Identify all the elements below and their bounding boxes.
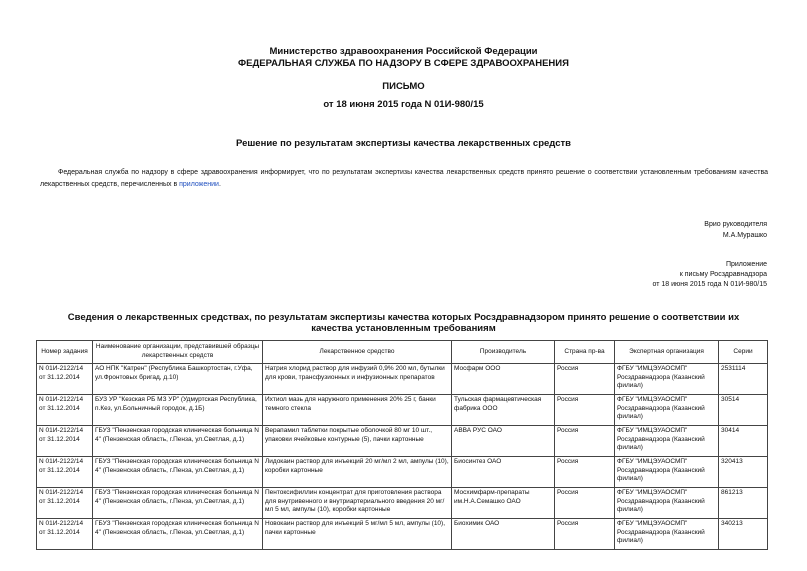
table-row [37,395,768,426]
table-cell: ФГБУ "ИМЦЭУАОСМП" Росздравнадзора (Казанский филиал) [615,426,719,457]
table-row [37,426,768,457]
table-cell: ГБУЗ "Пензенская городская клиническая больница N 4" (Пензенская область, г.Пенза, ул.Светлая, д.1) [93,457,263,488]
table-cell: N 01И-2122/14 от 31.12.2014 [37,457,93,488]
table-cell: 861213 [719,488,768,519]
column-header: Лекарственное средство [263,341,452,364]
table-cell: Россия [555,364,615,395]
table-cell: АВВА РУС ОАО [452,426,555,457]
table-cell: N 01И-2122/14 от 31.12.2014 [37,519,93,550]
table-cell: ФГБУ "ИМЦЭУАОСМП" Росздравнадзора (Казанский филиал) [615,488,719,519]
table-cell: 30414 [719,426,768,457]
table-cell: Мосхимфарм-препараты им.Н.А.Семашко ОАО [452,488,555,519]
column-header: Серии [719,341,768,364]
table-cell: Верапамил таблетки покрытые оболочкой 80 мг 10 шт., упаковки ячейковые контурные (5), пачки картонные [263,426,452,457]
column-header: Производитель [452,341,555,364]
appendix-label: Приложение [725,261,767,268]
medicines-table [36,340,768,550]
document-type: ПИСЬМО [382,81,425,92]
appendix-date: от 18 июня 2015 года N 01И-980/15 [652,281,767,288]
table-row [37,364,768,395]
table-cell: АО НПК "Катрен" (Республика Башкортостан, г.Уфа, ул.Фронтовых бригад, д.10) [93,364,263,395]
table-row [37,457,768,488]
table-cell: Ихтиол мазь для наружного применения 20% 25 г, банки темного стекла [263,395,452,426]
body-paragraph-text: Федеральная служба по надзору в сфере здравоохранения информирует, что по результатам экспертизы качества лекарственных средств принято решение о соответствии установленным требованиям качества лекарственных средств, перечисленных в [40,169,768,188]
table-cell: Мосфарм ООО [452,364,555,395]
table-title: Сведения о лекарственных средствах, по результатам экспертизы качества которых Росздравнадзором принято решение о соответствии их качества установленным требованиям [67,312,740,334]
table-cell: 2531114 [719,364,768,395]
table-cell: Россия [555,519,615,550]
signature-name: М.А.Мурашко [722,232,767,239]
table-cell: БУЗ УР "Кезская РБ МЗ УР" (Удмуртская Республика, п.Кез, ул.Больничный городок, д.1Б) [93,395,263,426]
table-cell: Россия [555,395,615,426]
table-cell: N 01И-2122/14 от 31.12.2014 [37,364,93,395]
service-name: ФЕДЕРАЛЬНАЯ СЛУЖБА ПО НАДЗОРУ В СФЕРЕ ЗДРАВООХРАНЕНИЯ [238,58,569,69]
table-cell: Россия [555,488,615,519]
table-cell: Пентоксифиллин концентрат для приготовления раствора для внутривенного и внутриартериального введения 20 мг/мл 5 мл, ампулы (10), коробки картонные [263,488,452,519]
table-cell: ФГБУ "ИМЦЭУАОСМП" Росздравнадзора (Казанский филиал) [615,457,719,488]
signature-position: Врио руководителя [704,221,767,228]
table-cell: N 01И-2122/14 от 31.12.2014 [37,488,93,519]
appendix-ref: к письму Росздравнадзора [679,271,767,278]
body-paragraph-end: . [218,181,221,188]
column-header: Страна пр-ва [555,341,615,364]
table-cell: Лидокаин раствор для инъекций 20 мг/мл 2 мл, ампулы (10), коробки картонные [263,457,452,488]
table-header-row [37,341,768,364]
table-cell: ФГБУ "ИМЦЭУАОСМП" Росздравнадзора (Казанский филиал) [615,364,719,395]
document-subject: Решение по результатам экспертизы качества лекарственных средств [236,138,571,149]
table-cell: Россия [555,457,615,488]
table-cell: 320413 [719,457,768,488]
table-cell: 340213 [719,519,768,550]
table-cell: ГБУЗ "Пензенская городская клиническая больница N 4" (Пензенская область, г.Пенза, ул.Светлая, д.1) [93,488,263,519]
column-header: Экспертная организация [615,341,719,364]
table-cell: N 01И-2122/14 от 31.12.2014 [37,426,93,457]
table-cell: ГБУЗ "Пензенская городская клиническая больница N 4" (Пензенская область, г.Пенза, ул.Светлая, д.1) [93,519,263,550]
table-cell: 30514 [719,395,768,426]
table-cell: N 01И-2122/14 от 31.12.2014 [37,395,93,426]
table-cell: ФГБУ "ИМЦЭУАОСМП" Росздравнадзора (Казанский филиал) [615,519,719,550]
table-cell: Россия [555,426,615,457]
table-row [37,488,768,519]
table-cell: Новокаин раствор для инъекций 5 мг/мл 5 мл, ампулы (10), пачки картонные [263,519,452,550]
table-cell: ФГБУ "ИМЦЭУАОСМП" Росздравнадзора (Казанский филиал) [615,395,719,426]
table-cell: Биосинтез ОАО [452,457,555,488]
ministry-name: Министерство здравоохранения Российской Федерации [269,46,538,57]
table-cell: Биохимик ОАО [452,519,555,550]
table-cell: ГБУЗ "Пензенская городская клиническая больница N 4" (Пензенская область, г.Пенза, ул.Светлая, д.1) [93,426,263,457]
body-paragraph [40,167,768,191]
table-cell: Тульская фармацевтическая фабрика ООО [452,395,555,426]
table-cell: Натрия хлорид раствор для инфузий 0,9% 200 мл, бутылки для крови, трансфузионных и инфузионных препаратов [263,364,452,395]
document-date-number: от 18 июня 2015 года N 01И-980/15 [323,99,484,110]
column-header: Номер задания [37,341,93,364]
column-header: Наименование организации, представившей образцы лекарственных средств [93,341,263,364]
table-row [37,519,768,550]
appendix-link[interactable]: приложении [179,181,219,188]
